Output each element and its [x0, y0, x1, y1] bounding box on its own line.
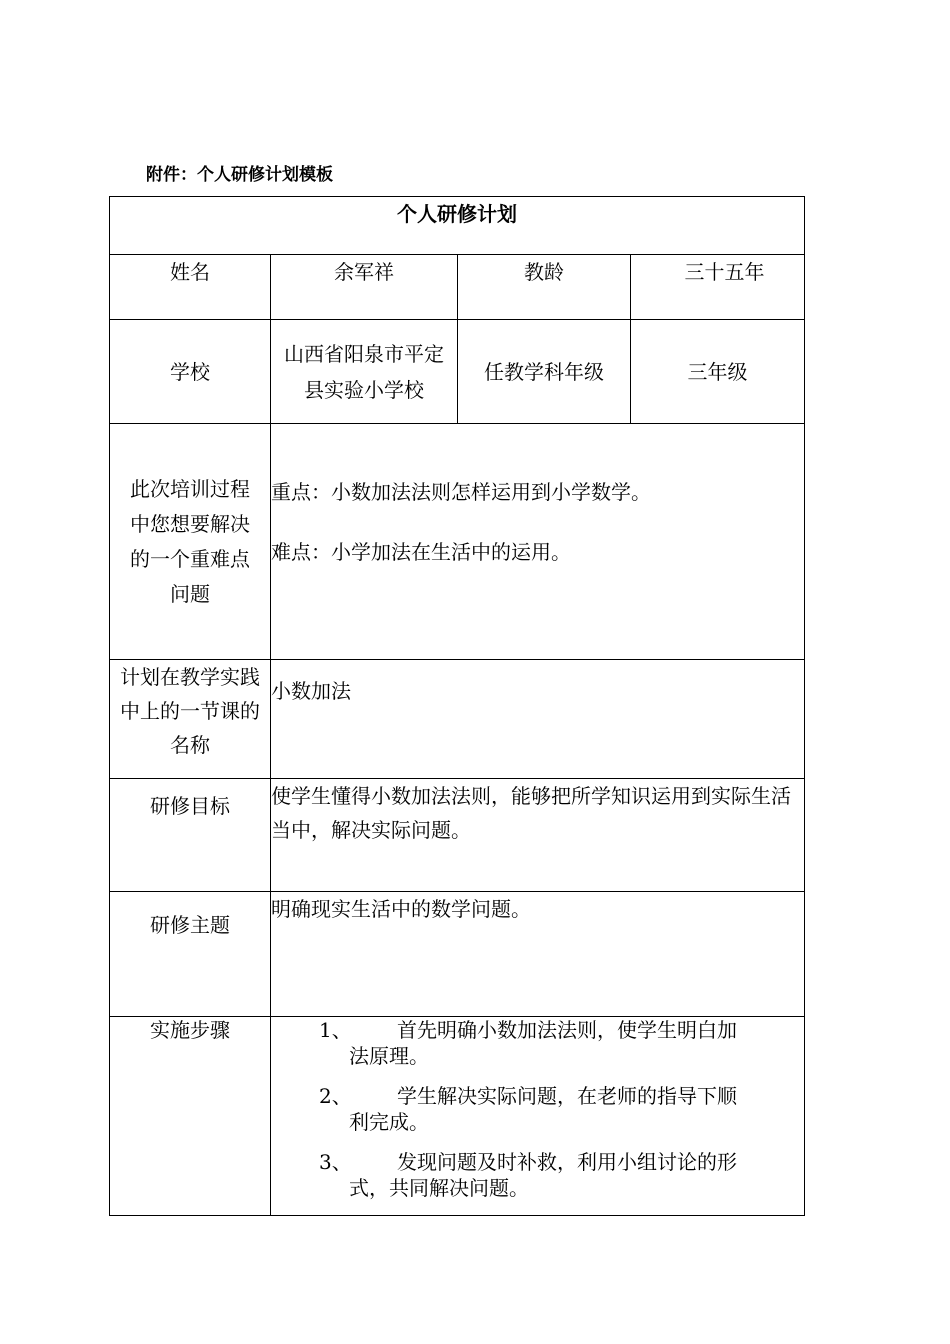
theme-value: 明确现实生活中的数学问题。: [271, 892, 805, 1017]
steps-content: [271, 1017, 805, 1216]
page-heading: 附件：个人研修计划模板: [146, 165, 333, 185]
name-label: 姓名: [110, 255, 271, 320]
grade-label: 任教学科年级: [458, 320, 631, 424]
research-plan-table: [109, 196, 805, 1216]
theme-label: 研修主题: [110, 892, 271, 1017]
name-value: 余军祥: [271, 255, 458, 320]
step-number: 1、: [319, 1018, 352, 1042]
list-item: [271, 1149, 804, 1201]
list-item: [271, 1017, 804, 1069]
difficulty-text: 难点：小学加法在生活中的运用。: [271, 539, 571, 564]
problem-content: [271, 424, 805, 660]
problem-label: 此次培训过程中您想要解决的一个重难点问题: [110, 424, 271, 660]
table-title: 个人研修计划: [110, 197, 805, 255]
list-item: [271, 1083, 804, 1135]
step-text-continued: 利完成。: [349, 1110, 429, 1134]
step-number: 3、: [319, 1150, 352, 1174]
school-label: 学校: [110, 320, 271, 424]
grade-value: 三年级: [631, 320, 805, 424]
step-text: 首先明确小数加法法则，使学生明白加: [397, 1018, 737, 1042]
school-value: 山西省阳泉市平定县实验小学校: [271, 320, 458, 424]
lesson-label: 计划在教学实践中上的一节课的名称: [110, 660, 271, 779]
steps-label: 实施步骤: [110, 1017, 271, 1216]
step-text: 发现问题及时补救，利用小组讨论的形: [397, 1150, 737, 1174]
step-number: 2、: [319, 1084, 352, 1108]
years-label: 教龄: [458, 255, 631, 320]
focus-text: 重点：小数加法法则怎样运用到小学数学。: [271, 479, 651, 504]
step-text: 学生解决实际问题，在老师的指导下顺: [397, 1084, 737, 1108]
step-text-continued: 式，共同解决问题。: [349, 1176, 529, 1200]
goal-value: 使学生懂得小数加法法则，能够把所学知识运用到实际生活当中，解决实际问题。: [271, 779, 805, 892]
years-value: 三十五年: [631, 255, 805, 320]
step-text-continued: 法原理。: [349, 1044, 429, 1068]
lesson-value: 小数加法: [271, 660, 805, 779]
goal-label: 研修目标: [110, 779, 271, 892]
